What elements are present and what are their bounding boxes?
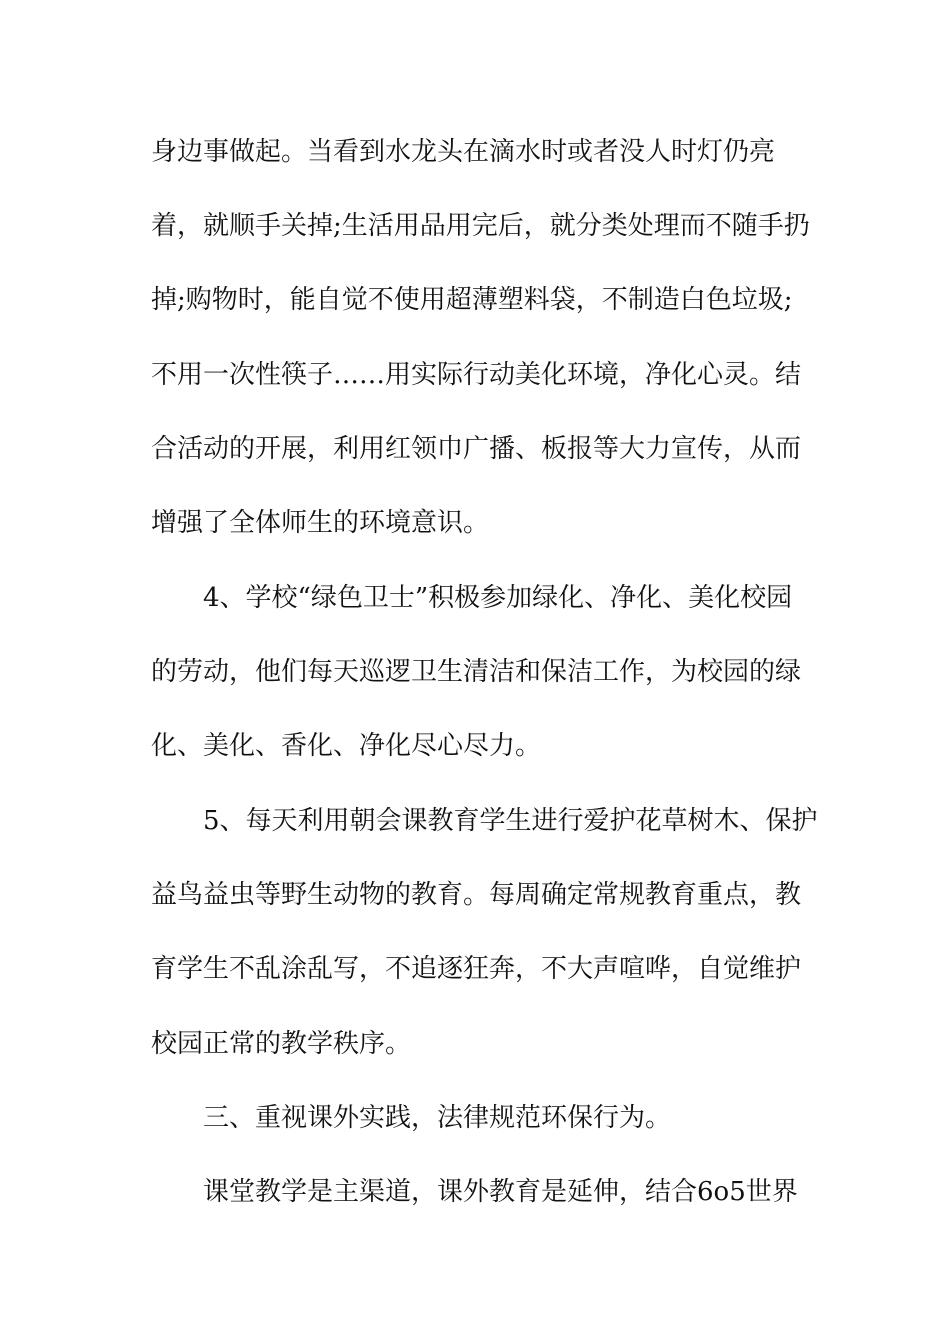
paragraph-start-line: 课堂教学是主渠道，课外教育是延伸，结合6o5世界 (203, 1177, 798, 1207)
body-text-line: 益鸟益虫等野生动物的教育。每周确定常规教育重点，教 (151, 880, 802, 910)
body-text-line: 校园正常的教学秩序。 (151, 1029, 412, 1059)
body-text-line: 的劳动，他们每天巡逻卫生清洁和保洁工作，为校园的绿 (151, 657, 802, 687)
body-text-line: 身边事做起。当看到水龙头在滴水时或者没人时灯仍亮 (151, 137, 776, 167)
paragraph-start-line: 5、每天利用朝会课教育学生进行爱护花草树木、保护 (203, 806, 818, 836)
body-text-line: 不用一次性筷子……用实际行动美化环境，净化心灵。结 (151, 360, 802, 390)
body-text-line: 增强了全体师生的环境意识。 (151, 508, 490, 538)
body-text-line: 合活动的开展，利用红领巾广播、板报等大力宣传，从而 (151, 434, 802, 464)
paragraph-start-line: 4、学校“绿色卫士”积极参加绿化、净化、美化校园 (203, 583, 793, 613)
body-text-line: 化、美化、香化、净化尽心尽力。 (151, 731, 542, 761)
section-heading: 三、重视课外实践，法律规范环保行为。 (203, 1103, 672, 1133)
body-text-line: 着，就顺手关掉;生活用品用完后，就分类处理而不随手扔 (151, 211, 810, 241)
body-text-line: 掉;购物时，能自觉不使用超薄塑料袋，不制造白色垃圾; (151, 285, 793, 315)
body-text-line: 育学生不乱涂乱写，不追逐狂奔，不大声喧哗，自觉维护 (151, 954, 802, 984)
